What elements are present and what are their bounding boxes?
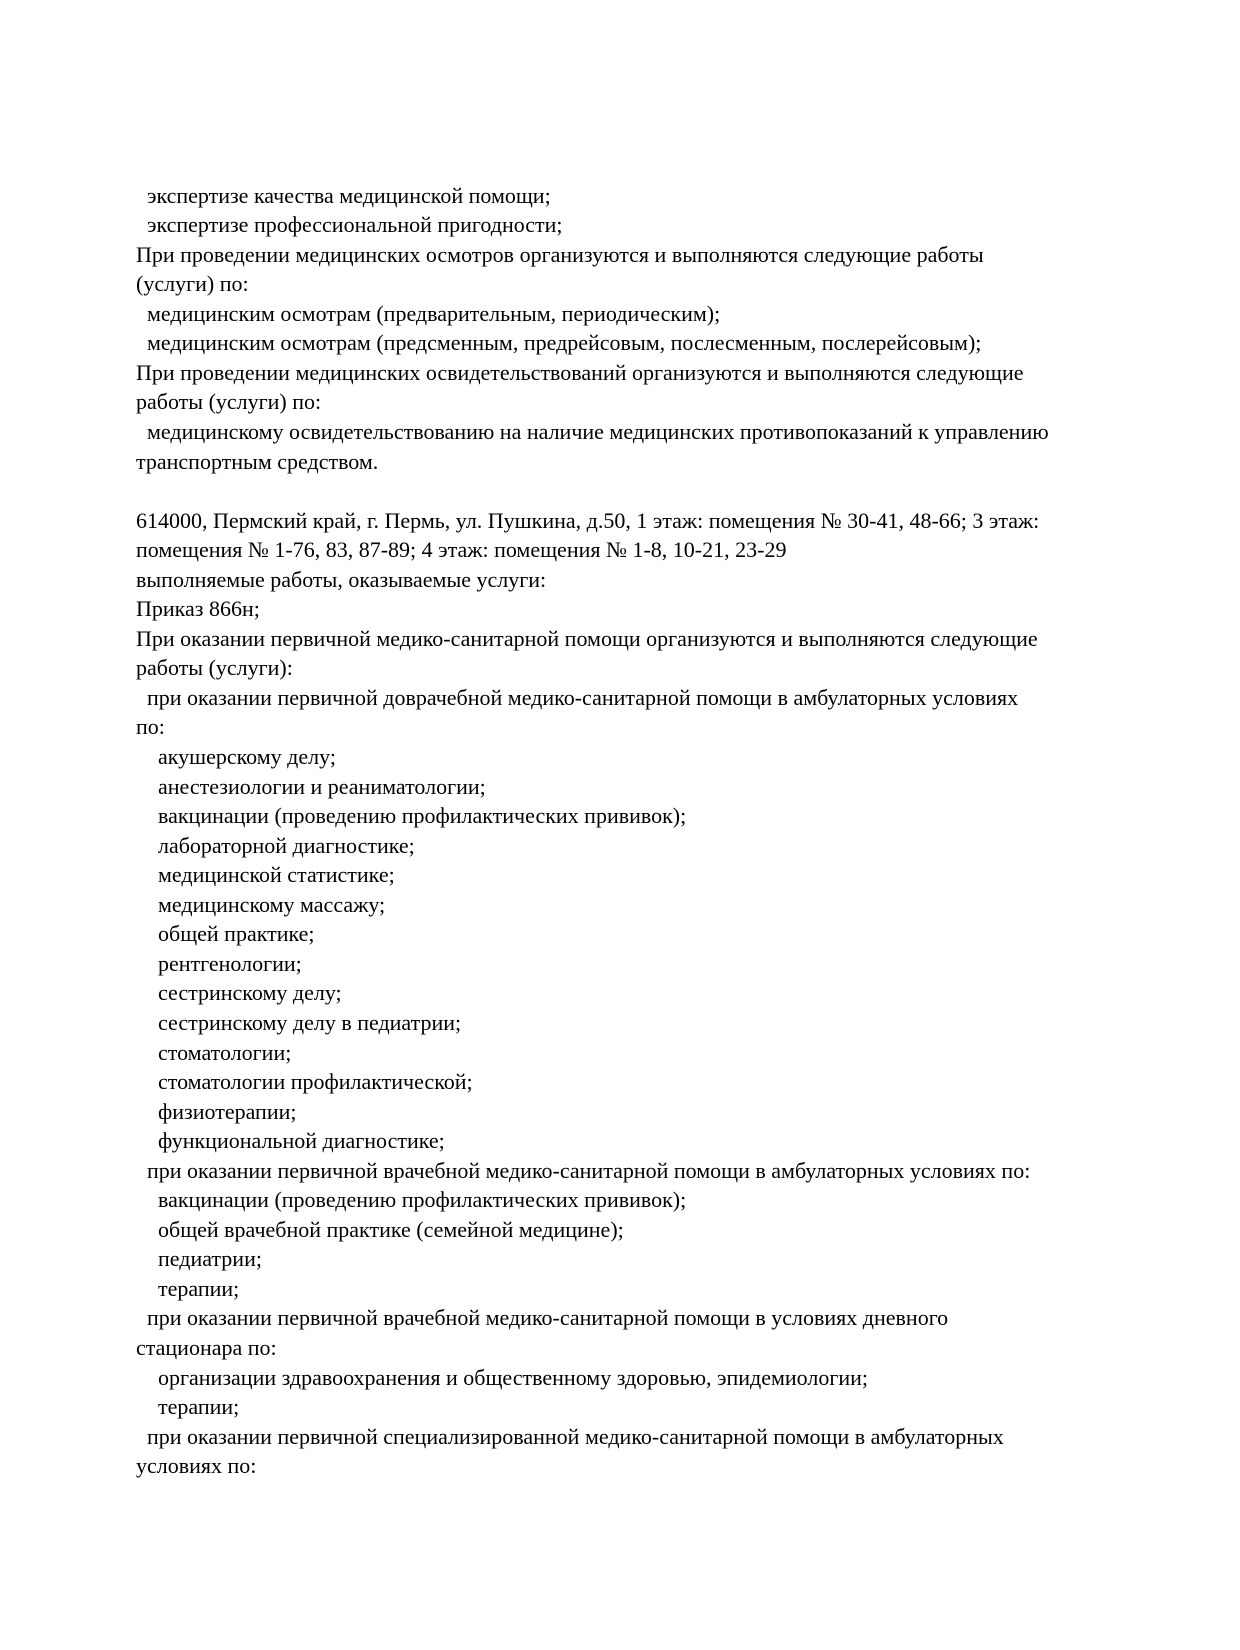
text-line: при оказании первичной доврачебной медико-санитарной помощи в амбулаторных условиях — [136, 684, 1019, 710]
text-line: при оказании первичной врачебной медико-санитарной помощи в условиях дневного — [136, 1305, 949, 1331]
text-line: при оказании первичной специализированной медико-санитарной помощи в амбулаторных — [136, 1423, 1004, 1449]
text-line: терапии; — [136, 1275, 240, 1301]
text-line: организации здравоохранения и общественному здоровью, эпидемиологии; — [136, 1364, 869, 1390]
text-line: условиях по: — [136, 1453, 257, 1479]
document-body — [136, 92, 1146, 1481]
text-line: медицинским осмотрам (предварительным, периодическим); — [136, 300, 721, 326]
text-line: терапии; — [136, 1394, 240, 1420]
text-line: (услуги) по: — [136, 271, 249, 297]
text-line: стоматологии; — [136, 1039, 292, 1065]
text-line: вакцинации (проведению профилактических прививок); — [136, 1187, 687, 1213]
text-line: педиатрии; — [136, 1246, 262, 1272]
text-line: лабораторной диагностике; — [136, 832, 415, 858]
text-line: по: — [136, 714, 165, 740]
text-line: Приказ 866н; — [136, 596, 260, 622]
text-line: функциональной диагностике; — [136, 1128, 445, 1154]
text-line: сестринскому делу в педиатрии; — [136, 1009, 462, 1035]
text-line: медицинским осмотрам (предсменным, предрейсовым, послесменным, послерейсовым); — [136, 330, 982, 356]
text-line: выполняемые работы, оказываемые услуги: — [136, 566, 547, 592]
text-line: При проведении медицинских освидетельствований организуются и выполняются следующие — [136, 359, 1024, 385]
text-line: при оказании первичной врачебной медико-санитарной помощи в амбулаторных условиях по: — [136, 1157, 1031, 1183]
text-line: экспертизе качества медицинской помощи; — [136, 182, 551, 208]
text-line: транспортным средством. — [136, 448, 379, 474]
text-line: акушерскому делу; — [136, 744, 336, 770]
text-line: 614000, Пермский край, г. Пермь, ул. Пушкина, д.50, 1 этаж: помещения № 30-41, 48-66; 3 этаж: — [136, 507, 1040, 533]
text-line: рентгенологии; — [136, 950, 302, 976]
text-line: общей врачебной практике (семейной медицине); — [136, 1216, 624, 1242]
text-line: медицинскому освидетельствованию на наличие медицинских противопоказаний к управлению — [136, 419, 1049, 445]
text-line: При оказании первичной медико-санитарной помощи организуются и выполняются следующие — [136, 625, 1038, 651]
text-line: стоматологии профилактической; — [136, 1069, 473, 1095]
text-line: общей практике; — [136, 921, 315, 947]
text-line: экспертизе профессиональной пригодности; — [136, 212, 563, 238]
text-line: помещения № 1-76, 83, 87-89; 4 этаж: помещения № 1-8, 10-21, 23-29 — [136, 537, 787, 563]
text-line: медицинской статистике; — [136, 862, 395, 888]
text-line: стационара по: — [136, 1334, 277, 1360]
text-line: работы (услуги): — [136, 655, 293, 681]
text-line: физиотерапии; — [136, 1098, 297, 1124]
text-line — [136, 476, 1146, 506]
text-line: медицинскому массажу; — [136, 891, 386, 917]
text-line: работы (услуги) по: — [136, 389, 322, 415]
text-line: анестезиологии и реаниматологии; — [136, 773, 486, 799]
text-line: При проведении медицинских осмотров организуются и выполняются следующие работы — [136, 241, 984, 267]
text-line: вакцинации (проведению профилактических прививок); — [136, 803, 687, 829]
text-line: сестринскому делу; — [136, 980, 342, 1006]
